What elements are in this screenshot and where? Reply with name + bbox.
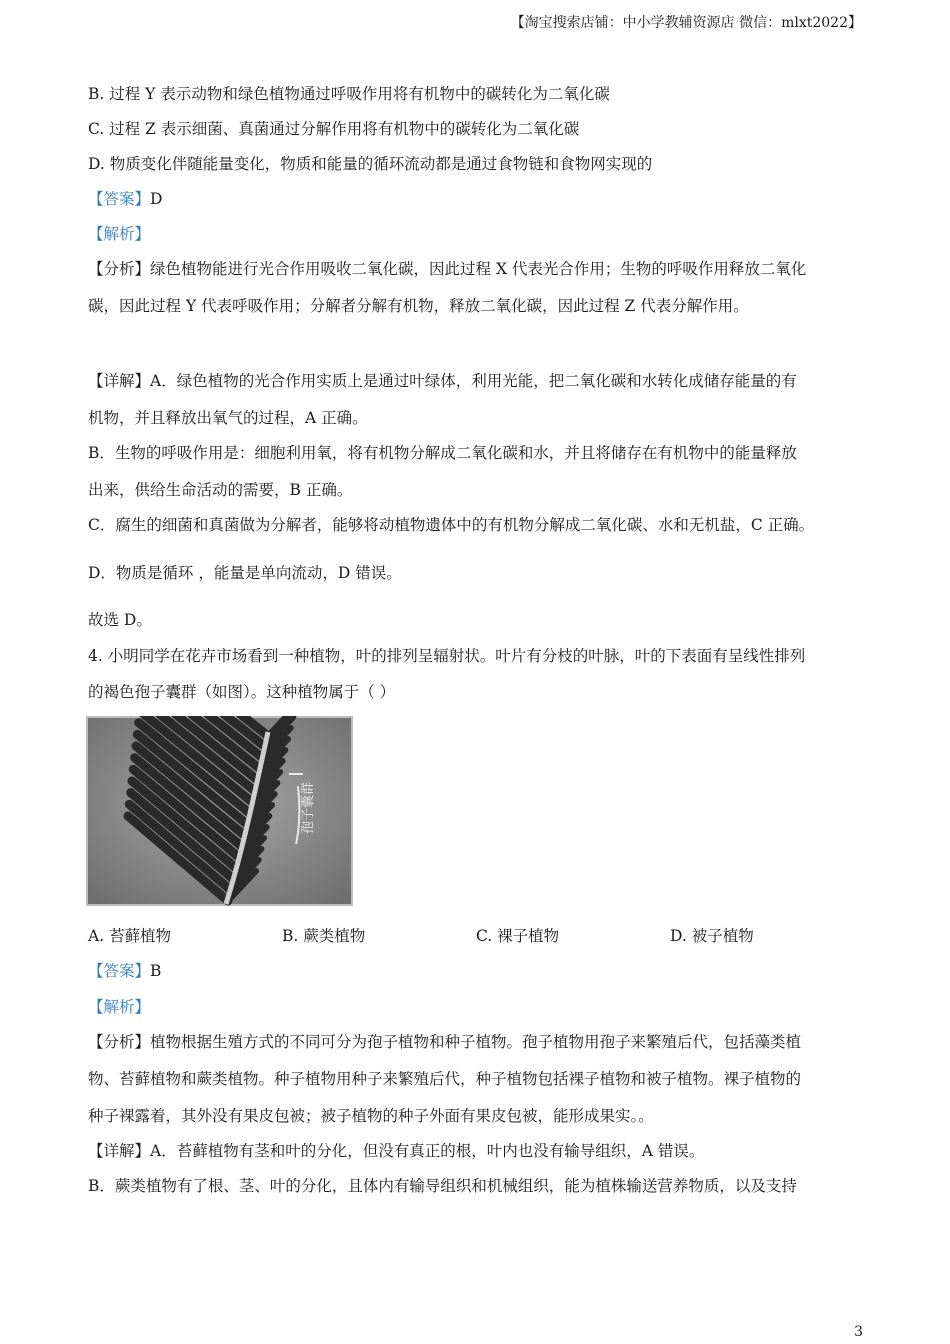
q3-fenxi-line-2: 碳，因此过程 Y 代表呼吸作用；分解者分解有机物，释放二氧化碳，因此过程 Z 代表分解作用。 xyxy=(88,297,749,315)
fenxi-text: 植物根据生殖方式的不同可分为孢子植物和种子植物。孢子植物用孢子来繁殖后代，包括藻类植 xyxy=(150,1033,802,1051)
q3-conclusion: 故选 D。 xyxy=(88,611,152,629)
answer-tag: 【答案】 xyxy=(88,962,151,980)
detail-text: A．绿色植物的光合作用实质上是通过叶绿体，利用光能，把二氧化碳和水转化成储存能量的有 xyxy=(150,372,797,390)
q4-detail-b: B．蕨类植物有了根、茎、叶的分化，且体内有输导组织和机械组织，能为植株输送营养物质，以及支持 xyxy=(88,1177,797,1195)
detail-tag: 【详解】 xyxy=(88,1142,151,1160)
q3-detail-d: D．物质是循环 ，能量是单向流动，D 错误。 xyxy=(88,564,402,582)
q4-detail-a xyxy=(88,1139,704,1161)
answer-value: D xyxy=(150,190,163,208)
q4-fenxi-line-2: 物、苔藓植物和蕨类植物。种子植物用种子来繁殖后代，种子植物包括裸子植物和被子植物。裸子植物的 xyxy=(88,1070,802,1088)
q4-fenxi-line-3: 种子裸露着，其外没有果皮包被；被子植物的种子外面有果皮包被，能形成果实。。 xyxy=(88,1107,654,1125)
q3-detail-a-line-1 xyxy=(88,369,797,391)
q4-option-a: A. 苔藓植物 xyxy=(88,927,172,945)
fenxi-tag: 【分析】 xyxy=(88,1033,151,1051)
answer-tag: 【答案】 xyxy=(88,190,151,208)
q4-analysis-tag: 【解析】 xyxy=(88,998,151,1016)
q3-option-c: C. 过程 Z 表示细菌、真菌通过分解作用将有机物中的碳转化为二氧化碳 xyxy=(88,120,580,138)
page-number: 3 xyxy=(854,1324,863,1340)
q3-option-b: B. 过程 Y 表示动物和绿色植物通过呼吸作用将有机物中的碳转化为二氧化碳 xyxy=(88,85,610,103)
fenxi-text: 绿色植物能进行光合作用吸收二氧化碳，因此过程 X 代表光合作用；生物的呼吸作用释放二氧化 xyxy=(150,260,807,278)
q3-detail-c: C．腐生的细菌和真菌做为分解者，能够将动植物遗体中的有机物分解成二氧化碳、水和无机盐，C 正确。 xyxy=(88,516,815,534)
q3-detail-b-line-2: 出来，供给生命活动的需要，B 正确。 xyxy=(88,481,353,499)
answer-value: B xyxy=(150,962,162,980)
q4-stem-line-2: 的褐色孢子囊群（如图）。这种植物属于（ ） xyxy=(88,683,396,701)
fern-leaf-illustration xyxy=(86,716,353,906)
q3-answer xyxy=(88,187,162,209)
detail-tag: 【详解】 xyxy=(88,372,151,390)
sporangia-label: 孢子囊群 xyxy=(301,781,316,834)
q4-option-b: B. 蕨类植物 xyxy=(282,927,366,945)
q3-fenxi-line-1 xyxy=(88,257,806,279)
page-header-watermark: 【淘宝搜索店铺：中小学教辅资源店 微信：mlxt2022】 xyxy=(510,15,862,31)
q4-answer xyxy=(88,959,161,981)
fenxi-tag: 【分析】 xyxy=(88,260,151,278)
fern-leaf-photo xyxy=(86,716,353,906)
q4-stem-line-1: 4. 小明同学在花卉市场看到一种植物，叶的排列呈辐射状。叶片有分枝的叶脉，叶的下表面有呈线性排列 xyxy=(88,647,806,665)
q3-detail-b-line-1: B．生物的呼吸作用是：细胞利用氧，将有机物分解成二氧化碳和水，并且将储存在有机物中的能量释放 xyxy=(88,444,797,462)
q4-option-c: C. 裸子植物 xyxy=(476,927,560,945)
q4-fenxi-line-1 xyxy=(88,1030,801,1052)
q3-analysis-tag: 【解析】 xyxy=(88,225,151,243)
detail-text: A．苔藓植物有茎和叶的分化，但没有真正的根，叶内也没有输导组织，A 错误。 xyxy=(150,1142,705,1160)
q3-detail-a-line-2: 机物，并且释放出氧气的过程，A 正确。 xyxy=(88,409,368,427)
q3-option-d: D. 物质变化伴随能量变化，物质和能量的循环流动都是通过食物链和食物网实现的 xyxy=(88,155,653,173)
q4-option-d: D. 被子植物 xyxy=(670,927,754,945)
